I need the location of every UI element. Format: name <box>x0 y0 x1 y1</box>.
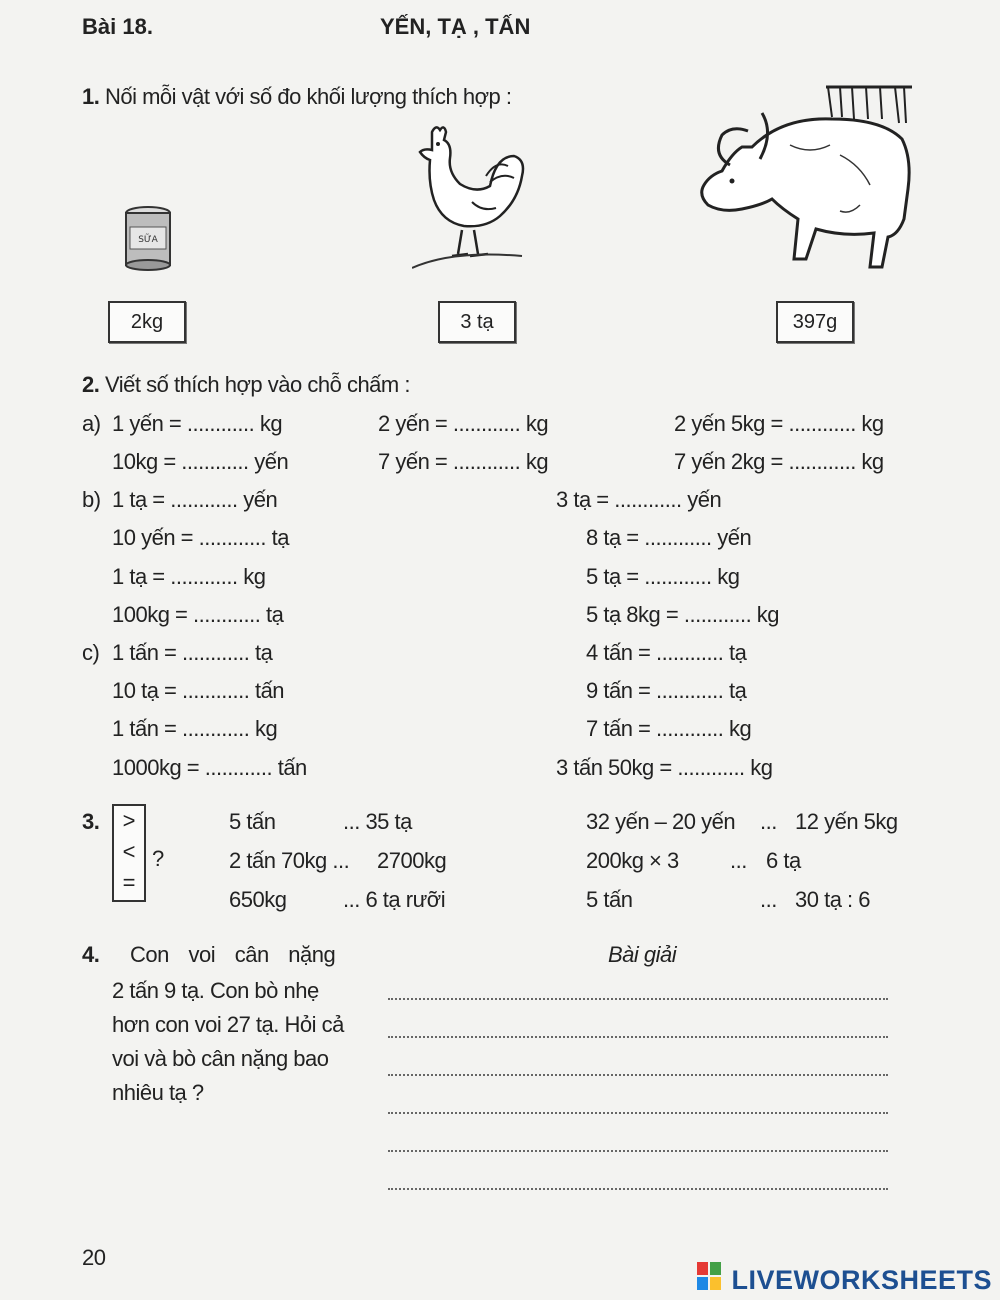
ex3-left-operand: 5 tấn <box>229 809 276 834</box>
ex3-right-operand: 12 yến 5kg <box>795 809 898 834</box>
rooster-image <box>412 122 530 270</box>
ex2c-label: c) <box>82 640 100 665</box>
ex4-problem-line: hơn con voi 27 tạ. Hỏi cả <box>112 1012 344 1037</box>
ex2c-item[interactable]: 10 tạ = ............ tấn <box>112 678 285 703</box>
ex2a-label: a) <box>82 411 101 436</box>
answer-box-397g[interactable]: 397g <box>776 301 854 343</box>
answer-line[interactable] <box>388 998 888 1000</box>
ex2-text: Viết số thích hợp vào chỗ chấm : <box>104 372 410 397</box>
ex3-blank[interactable]: ... <box>730 848 747 873</box>
ex2a-item[interactable]: 1 yến = ............ kg <box>112 411 283 436</box>
ex3-question-mark: ? <box>152 846 164 871</box>
answer-line[interactable] <box>388 1112 888 1114</box>
ex2a-item[interactable]: 7 yến 2kg = ............ kg <box>674 449 884 474</box>
liveworksheets-logo-icon <box>697 1262 721 1295</box>
ex2b-item[interactable]: 8 tạ = ............ yến <box>586 525 752 550</box>
ex2b-item[interactable]: 100kg = ............ tạ <box>112 602 284 627</box>
ex2a-item[interactable]: 2 yến = ............ kg <box>378 411 549 436</box>
ex2b-label: b) <box>82 487 101 512</box>
ex2b-item[interactable]: 3 tạ = ............ yến <box>556 487 722 512</box>
ex3-blank[interactable]: ... <box>760 887 777 912</box>
liveworksheets-watermark: LIVEWORKSHEETS <box>731 1265 992 1295</box>
ex3-blank[interactable]: ... <box>760 809 777 834</box>
ex2c-item[interactable]: 1 tấn = ............ kg <box>112 716 278 741</box>
ex3-right-operand: 6 tạ <box>766 848 801 873</box>
ex2b-item[interactable]: 1 tạ = ............ kg <box>112 564 266 589</box>
ex3-right-operand: 2700kg <box>377 848 447 873</box>
page-title: YẾN, TẠ , TẤN <box>380 14 531 39</box>
ex2b-item[interactable]: 1 tạ = ............ yến <box>112 487 278 512</box>
ex2c-item[interactable]: 1000kg = ............ tấn <box>112 755 307 780</box>
ex2a-item[interactable]: 2 yến 5kg = ............ kg <box>674 411 884 436</box>
equals-symbol: = <box>122 870 136 895</box>
ex2b-item[interactable]: 10 yến = ............ tạ <box>112 525 289 550</box>
ex2c-item[interactable]: 1 tấn = ............ tạ <box>112 640 273 665</box>
ex3-right-operand: 30 tạ : 6 <box>795 887 871 912</box>
ex1-prompt <box>82 84 512 110</box>
comparison-symbols-box <box>112 804 146 902</box>
ex3-left-operand: 650kg <box>229 887 287 912</box>
page-number: 20 <box>82 1245 106 1270</box>
answer-box-3-ta[interactable]: 3 tạ <box>438 301 516 343</box>
ex2c-item[interactable]: 9 tấn = ............ tạ <box>586 678 747 703</box>
can-label: SỮA <box>138 235 158 245</box>
ex4-problem-line: 2 tấn 9 tạ. Con bò nhẹ <box>112 978 319 1003</box>
milk-can-image <box>122 205 174 271</box>
ex2-prompt <box>82 372 410 398</box>
ex4-problem-line: Con voi cân nặng <box>130 942 336 967</box>
answer-line[interactable] <box>388 1188 888 1190</box>
ex2c-item[interactable]: 7 tấn = ............ kg <box>586 716 752 741</box>
greater-than-symbol: > <box>122 808 136 833</box>
answer-line[interactable] <box>388 1150 888 1152</box>
ex2c-item[interactable]: 4 tấn = ............ tạ <box>586 640 747 665</box>
ex1-number: 1. <box>82 84 100 109</box>
ex2c-item[interactable]: 3 tấn 50kg = ............ kg <box>556 755 773 780</box>
ex2a-item[interactable]: 7 yến = ............ kg <box>378 449 549 474</box>
ex3-blank[interactable]: ... 35 tạ <box>343 809 412 834</box>
ex3-number: 3. <box>82 809 100 834</box>
ex2a-item[interactable]: 10kg = ............ yến <box>112 449 289 474</box>
less-than-symbol: < <box>122 839 136 864</box>
ex4-number: 4. <box>82 942 100 967</box>
ex2b-item[interactable]: 5 tạ = ............ kg <box>586 564 740 589</box>
answer-line[interactable] <box>388 1036 888 1038</box>
answer-line[interactable] <box>388 1074 888 1076</box>
ex4-problem-line: nhiêu tạ ? <box>112 1080 204 1105</box>
ex1-text: Nối mỗi vật với số đo khối lượng thích hợp : <box>104 84 512 109</box>
ex4-problem-line: voi và bò cân nặng bao <box>112 1046 329 1071</box>
ex3-left-operand: 5 tấn <box>586 887 633 912</box>
ex3-blank[interactable]: 2 tấn 70kg ... <box>229 848 350 873</box>
ex2-number: 2. <box>82 372 100 397</box>
buffalo-image <box>690 85 915 270</box>
lesson-number: Bài 18. <box>82 14 153 39</box>
answer-box-2kg[interactable]: 2kg <box>108 301 186 343</box>
ex3-left-operand: 200kg × 3 <box>586 848 679 873</box>
ex3-blank[interactable]: ... 6 tạ rưỡi <box>343 887 446 912</box>
ex2b-item[interactable]: 5 tạ 8kg = ............ kg <box>586 602 780 627</box>
solution-title: Bài giải <box>608 942 677 967</box>
ex3-left-operand: 32 yến – 20 yến <box>586 809 736 834</box>
